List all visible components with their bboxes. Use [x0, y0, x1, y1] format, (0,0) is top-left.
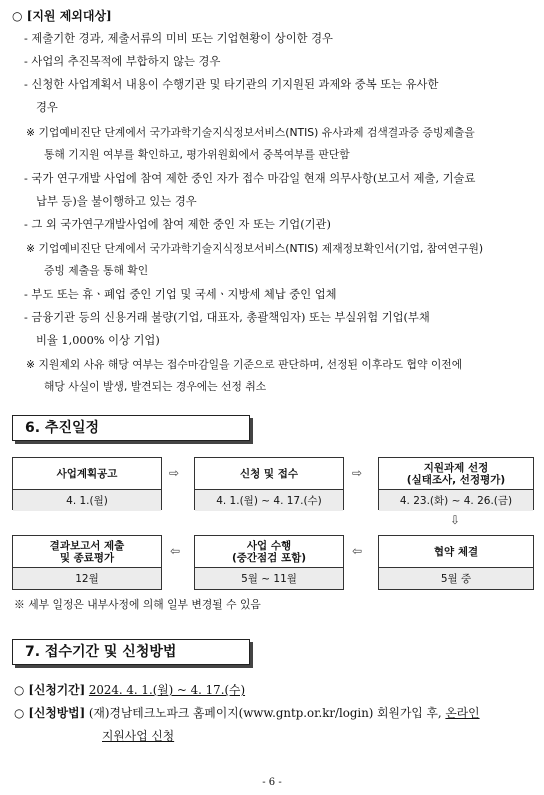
- arrow-right-icon: ⇨: [169, 466, 180, 480]
- schedule-step-application: [194, 457, 344, 510]
- step-title: 결과보고서 제출 및 종료평가: [13, 536, 161, 568]
- exclusion-item: - 사업의 추진목적에 부합하지 않는 경우: [24, 55, 221, 68]
- step-date: 12월: [13, 568, 161, 589]
- arrow-left-icon: ⇦: [352, 544, 363, 558]
- exclusion-note: 해당 사실이 발생, 발견되는 경우에는 선정 취소: [44, 380, 267, 393]
- schedule-note: ※ 세부 일정은 내부사정에 의해 일부 변경될 수 있음: [14, 598, 261, 611]
- exclusion-heading: ○ [지원 제외대상]: [12, 9, 112, 23]
- exclusion-note: ※ 기업예비진단 단계에서 국가과학기술지식정보서비스(NTIS) 제재정보확인서(기업, 참여연구원): [26, 242, 484, 255]
- arrow-right-icon: ⇨: [352, 466, 363, 480]
- step-title: 협약 체결: [379, 536, 533, 568]
- exclusion-item: - 신청한 사업계획서 내용이 수행기관 및 타기관의 기지원된 과제와 중복 또는 유사한: [24, 78, 439, 91]
- section-7-title: 7. 접수기간 및 신청방법: [25, 644, 177, 660]
- application-method-row: [14, 707, 480, 720]
- step-date: 4. 1.(월) ~ 4. 17.(수): [195, 490, 343, 511]
- exclusion-item: - 부도 또는 휴ㆍ폐업 중인 기업 및 국세ㆍ지방세 체납 중인 업체: [24, 288, 337, 301]
- step-title: 사업 수행 (중간점검 포함): [195, 536, 343, 568]
- schedule-step-announcement: [12, 457, 162, 510]
- exclusion-item: - 제출기한 경과, 제출서류의 미비 또는 기업현황이 상이한 경우: [24, 32, 333, 45]
- step-title: 지원과제 선정 (실태조사, 선정평가): [379, 458, 533, 490]
- exclusion-note: 증빙 제출을 통해 확인: [44, 264, 149, 277]
- exclusion-item: - 국가 연구개발 사업에 참여 제한 중인 자가 접수 마감일 현재 의무사항(보고서 제출, 기술료: [24, 172, 476, 185]
- online-link[interactable]: 온라인: [445, 706, 480, 720]
- arrow-left-icon: ⇦: [170, 544, 181, 558]
- step-date: 4. 1.(월): [13, 490, 161, 511]
- step-date: 5월 중: [379, 568, 533, 589]
- application-method-label: ○ [신청방법]: [14, 706, 86, 720]
- exclusion-item: - 금융기관 등의 신용거래 불량(기업, 대표자, 총괄책임자) 또는 부실위험 기업(부채: [24, 311, 430, 324]
- exclusion-note: ※ 지원제외 사유 해당 여부는 접수마감일을 기준으로 판단하며, 선정된 이후라도 협약 이전에: [26, 358, 463, 371]
- step-title: 사업계획공고: [13, 458, 161, 490]
- application-period-label: ○ [신청기간]: [14, 683, 86, 697]
- arrow-down-icon: ⇩: [450, 513, 461, 527]
- step-date: 4. 23.(화) ~ 4. 26.(금): [379, 490, 533, 511]
- schedule-step-execution: [194, 535, 344, 590]
- section-6-header: [12, 415, 250, 441]
- application-period-value: 2024. 4. 1.(월) ~ 4. 17.(수): [88, 683, 246, 697]
- schedule-step-agreement: [378, 535, 534, 590]
- exclusion-note: 통해 기지원 여부를 확인하고, 평가위원회에서 중복여부를 판단함: [44, 148, 350, 161]
- online-link-continued[interactable]: 지원사업 신청: [102, 729, 175, 743]
- exclusion-item: 납부 등)을 불이행하고 있는 경우: [36, 195, 197, 208]
- schedule-step-final-report: [12, 535, 162, 590]
- page-number: - 6 -: [262, 777, 282, 788]
- section-6-title: 6. 추진일정: [25, 420, 100, 436]
- exclusion-item: 비율 1,000% 이상 기업): [36, 334, 160, 347]
- schedule-step-selection: [378, 457, 534, 510]
- section-7-header: [12, 639, 250, 665]
- step-date: 5월 ~ 11월: [195, 568, 343, 589]
- application-method-value: (재)경남테크노파크 홈페이지(www.gntp.or.kr/login) 회원가입 후,: [88, 706, 442, 720]
- exclusion-item: - 그 외 국가연구개발사업에 참여 제한 중인 자 또는 기업(기관): [24, 218, 331, 231]
- exclusion-note: ※ 기업예비진단 단계에서 국가과학기술지식정보서비스(NTIS) 유사과제 검색결과증 증빙제출을: [26, 126, 475, 139]
- exclusion-item: 경우: [36, 101, 58, 114]
- application-period-row: [14, 684, 245, 697]
- step-title: 신청 및 접수: [195, 458, 343, 490]
